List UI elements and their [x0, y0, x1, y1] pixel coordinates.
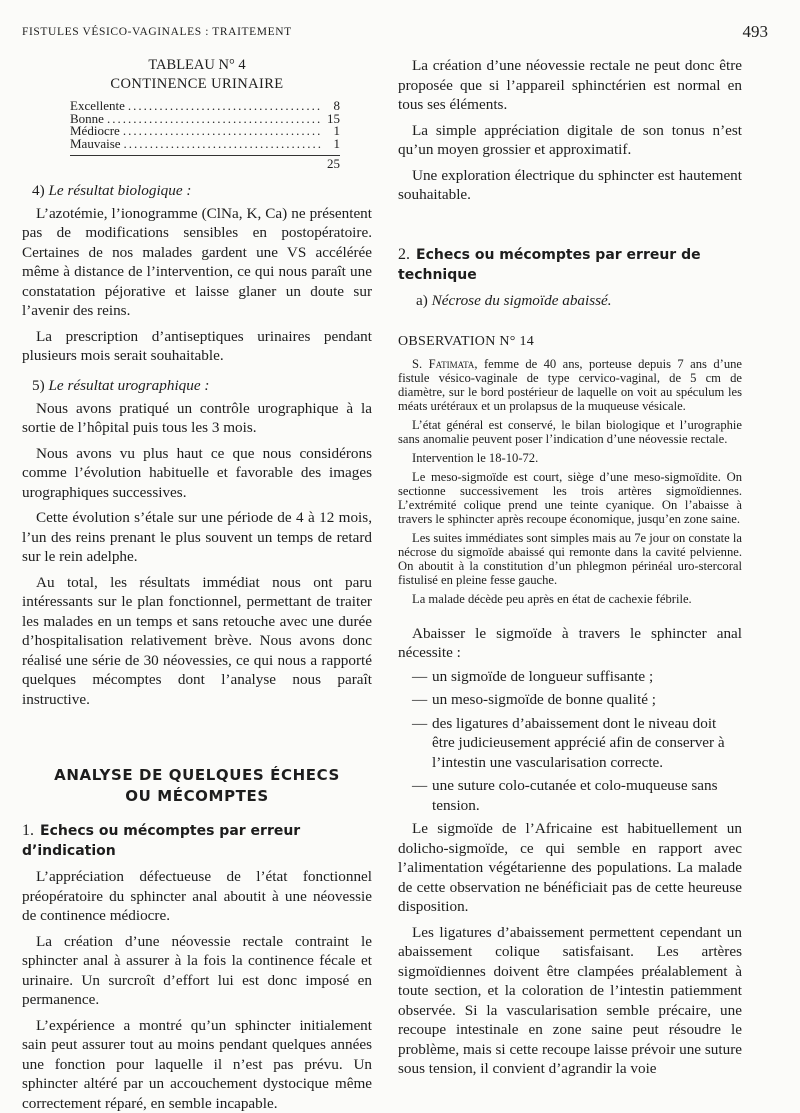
subheading-letter: a) — [416, 292, 428, 309]
table-title: TABLEAU N° 4 — [22, 56, 372, 74]
table-row — [70, 138, 340, 151]
table-leader-dots — [124, 138, 321, 151]
heading-number: 2. — [398, 246, 410, 263]
section-title-line: ANALYSE DE QUELQUES ÉCHECS — [22, 765, 372, 786]
subheading-number: 5) — [32, 377, 45, 394]
list-item — [398, 667, 742, 687]
table-row-label: Médiocre — [70, 125, 120, 138]
table-leader-dots — [128, 100, 321, 113]
observation-paragraph: L’état général est conservé, le bilan biologique et l’urographie sans anomalie peuvent poser l’indication d’une néovessie rectale. — [398, 418, 742, 446]
subheading-text: Nécrose du sigmoïde abaissé. — [432, 292, 612, 309]
list-item-text: un sigmoïde de longueur suffisante ; — [432, 667, 742, 687]
section-title-line: OU MÉCOMPTES — [22, 786, 372, 807]
table-row-value: 15 — [324, 113, 340, 126]
list-item — [398, 690, 742, 710]
heading-text: Echecs ou mécomptes par erreur d’indication — [22, 823, 300, 859]
paragraph: L’azotémie, l’ionogramme (ClNa, K, Ca) ne présentent pas de modifications sensibles en postopératoire. Certaines de nos malades gardent une VS accélérée même à distance de l’intervention, ce qui nous paraît une constatation péjorative et laisse glaner un doute sur l’avenir des reins. — [22, 204, 372, 321]
observation-text: femme de 40 ans, porteuse depuis 7 ans d’une fistule vésico-vaginale de type cervico-vaginal, de 5 cm de diamètre, sur le bord postérieur de laquelle on voit au spéculum les méats urétéraux et un prolapsus de la muqueuse vésicale. — [398, 357, 742, 413]
table-total-value: 25 — [324, 158, 340, 171]
section-title — [22, 765, 372, 807]
table-row-value: 1 — [324, 125, 340, 138]
observation-paragraph: Les suites immédiates sont simples mais au 7e jour on constate la nécrose du sigmoïde abaissé qui remonte dans la cavité pelvienne. On aboutit à la constitution d’un phlegmon périnéal uro-stercoral fistulisé en pleine fesse gauche. — [398, 531, 742, 587]
paragraph: Le sigmoïde de l’Africaine est habituellement un dolicho-sigmoïde, ce qui semble en rapport avec l’alimentation végétarienne des populations. La malade de cette observation ne bénéficiait pas de cette heureuse disposition. — [398, 819, 742, 917]
subheading-number: 4) — [32, 182, 45, 199]
table-row-value: 1 — [324, 138, 340, 151]
list-dash: — — [398, 690, 432, 710]
requirements-list — [398, 667, 742, 816]
running-title: FISTULES VÉSICO-VAGINALES : TRAITEMENT — [22, 26, 292, 38]
subheading-urographique — [32, 376, 372, 396]
list-item — [398, 776, 742, 815]
observation-paragraph: La malade décède peu après en état de cachexie fébrile. — [398, 592, 742, 606]
list-dash: — — [398, 776, 432, 815]
paragraph: Abaisser le sigmoïde à travers le sphincter anal nécessite : — [398, 624, 742, 663]
heading-erreur-indication — [22, 821, 372, 861]
table-row-label: Excellente — [70, 100, 125, 113]
observation-title: OBSERVATION N° 14 — [398, 333, 742, 351]
heading-number: 1. — [22, 822, 34, 839]
paragraph: L’appréciation défectueuse de l’état fonctionnel préopératoire du sphincter anal aboutit à une néovessie de continence médiocre. — [22, 867, 372, 926]
paragraph: Au total, les résultats immédiat nous ont paru intéressants sur le plan fonctionnel, permettant de traiter les malades en un temps et sans retouche avec une durée d’hospitalisation relativement brève. Nous avons donc réalisé une série de 30 néovessies, ce qui nous a rapporté quelques mécomptes dont l’analyse nous paraît instructive. — [22, 573, 372, 710]
paragraph: La simple appréciation digitale de son tonus n’est qu’un moyen grossier et approximatif. — [398, 121, 742, 160]
observation-paragraph: Intervention le 18-10-72. — [398, 451, 742, 465]
table-leader-dots — [107, 113, 321, 126]
paragraph: Cette évolution s’étale sur une période de 4 à 12 mois, l’un des reins prenant le plus souvent un temps de retard sur le rein adelphe. — [22, 508, 372, 567]
subheading-necrose — [416, 291, 742, 311]
right-column — [398, 56, 742, 1079]
patient-name: S. Fatimata, — [412, 357, 478, 371]
list-dash: — — [398, 714, 432, 773]
table-row — [70, 100, 340, 113]
table-row-label: Mauvaise — [70, 138, 121, 151]
list-item-text: une suture colo-cutanée et colo-muqueuse sans tension. — [432, 776, 742, 815]
list-dash: — — [398, 667, 432, 687]
observation-paragraph: Le meso-sigmoïde est court, siège d’une meso-sigmoïdite. On sectionne successivement les trois artères sigmoïdiennes. L’extrémité colique prend une teinte cyanique. On l’abaisse à travers le sphincter après recoupe économique, jusqu’en zone saine. — [398, 470, 742, 526]
list-item-text: un meso-sigmoïde de bonne qualité ; — [432, 690, 742, 710]
list-item — [398, 714, 742, 773]
list-item-text: des ligatures d’abaissement dont le niveau doit être judicieusement apprécié afin de conserver à l’intestin une vascularisation correcte. — [432, 714, 742, 773]
continence-table — [70, 100, 340, 171]
table-subtitle: CONTINENCE URINAIRE — [22, 74, 372, 94]
paragraph: La création d’une néovessie rectale ne peut donc être proposée que si l’appareil sphinctérien est normal en tous ses éléments. — [398, 56, 742, 115]
table-row-value: 8 — [324, 100, 340, 113]
table-row-label: Bonne — [70, 113, 104, 126]
paragraph: Nous avons pratiqué un contrôle urographique à la sortie de l’hôpital puis tous les 3 mois. — [22, 399, 372, 438]
table-total — [70, 155, 340, 171]
paragraph: L’expérience a montré qu’un sphincter initialement sain peut assurer tout au moins pendant quelques années une fonction pour laquelle il n’est pas prévu. Un sphincter altéré par un accouchement dystocique même correctement réparé, en semble incapable. — [22, 1016, 372, 1113]
table-leader-dots — [123, 125, 321, 138]
paragraph: Nous avons vu plus haut ce que nous considérons comme l’évolution habituelle et favorable des images urographiques successives. — [22, 444, 372, 503]
heading-text: Echecs ou mécomptes par erreur de technique — [398, 247, 701, 283]
paragraph: Les ligatures d’abaissement permettent cependant un abaissement colique satisfaisant. Les artères sigmoïdiennes doivent être clampées préalablement à toute section, et la coloration de l’intestin patiemment observée. Si la vascularisation semble précaire, une recoupe intestinale en zone saine peut résoudre le problème, mais si cette recoupe laisse prévoir une suture sous tension, il convient d’agrandir la voie — [398, 923, 742, 1079]
subheading-biologique — [32, 181, 372, 201]
observation-paragraph — [398, 357, 742, 413]
page-number: 493 — [743, 22, 769, 42]
left-column — [22, 56, 372, 1113]
paragraph: La prescription d’antiseptiques urinaires pendant plusieurs mois serait souhaitable. — [22, 327, 372, 366]
subheading-text: Le résultat biologique : — [48, 182, 191, 199]
subheading-text: Le résultat urographique : — [48, 377, 209, 394]
paragraph: Une exploration électrique du sphincter est hautement souhaitable. — [398, 166, 742, 205]
heading-erreur-technique — [398, 245, 742, 285]
paragraph: La création d’une néovessie rectale contraint le sphincter anal à assurer à la fois la continence fécale et urinaire. Un surcroît d’effort lui est donc imposé en permanence. — [22, 932, 372, 1010]
